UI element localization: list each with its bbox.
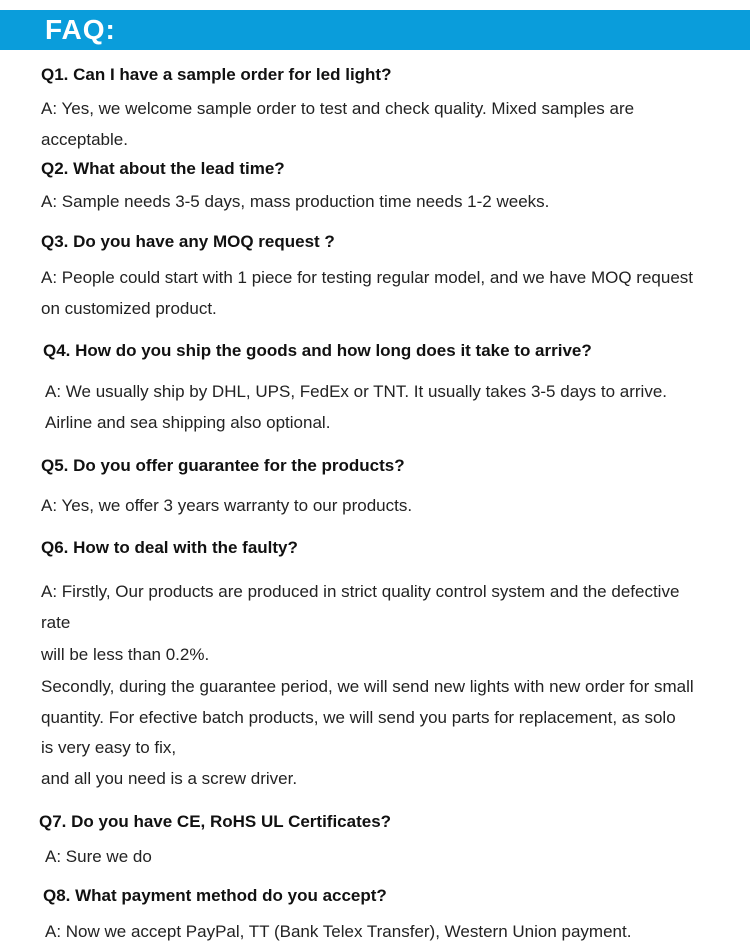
faq-answer-3-line-2: on customized product. — [41, 299, 217, 318]
faq-answer-6-line-7: and all you need is a screw driver. — [41, 769, 298, 788]
faq-question-5: Q5. Do you offer guarantee for the products? — [41, 456, 405, 475]
faq-answer-6-line-6: is very easy to fix, — [41, 738, 177, 757]
faq-question-1: Q1. Can I have a sample order for led light? — [41, 65, 392, 84]
faq-answer-7-line-1: A: Sure we do — [45, 847, 152, 866]
faq-question-7: Q7. Do you have CE, RoHS UL Certificates? — [39, 812, 392, 831]
faq-answer-1-line-1: A: Yes, we welcome sample order to test and check quality. Mixed samples are — [41, 99, 635, 118]
faq-answer-4-line-1: A: We usually ship by DHL, UPS, FedEx or TNT. It usually takes 3-5 days to arrive. — [45, 382, 668, 401]
faq-question-8: Q8. What payment method do you accept? — [43, 886, 387, 905]
faq-answer-4-line-2: Airline and sea shipping also optional. — [45, 413, 331, 432]
faq-answer-3-line-1: A: People could start with 1 piece for testing regular model, and we have MOQ request — [41, 268, 694, 287]
faq-header-banner — [0, 10, 750, 50]
faq-answer-6-line-1: A: Firstly, Our products are produced in strict quality control system and the defective — [41, 582, 680, 601]
faq-answer-6-line-4: Secondly, during the guarantee period, we will send new lights with new order for small — [41, 677, 694, 696]
faq-answer-8-line-1: A: Now we accept PayPal, TT (Bank Telex Transfer), Western Union payment. — [45, 922, 632, 941]
faq-question-6: Q6. How to deal with the faulty? — [41, 538, 298, 557]
faq-answer-2-line-1: A: Sample needs 3-5 days, mass production time needs 1-2 weeks. — [41, 192, 550, 211]
faq-answer-5-line-1: A: Yes, we offer 3 years warranty to our products. — [41, 496, 413, 515]
faq-answer-6-line-3: will be less than 0.2%. — [41, 645, 210, 664]
faq-question-4: Q4. How do you ship the goods and how long does it take to arrive? — [43, 341, 592, 360]
faq-answer-6-line-5: quantity. For efective batch products, we will send you parts for replacement, as solo — [41, 708, 676, 727]
page-title: FAQ: — [45, 14, 116, 45]
faq-question-2: Q2. What about the lead time? — [41, 159, 285, 178]
faq-answer-6-line-2: rate — [41, 613, 71, 632]
faq-question-3: Q3. Do you have any MOQ request ? — [41, 232, 335, 251]
faq-answer-1-line-2: acceptable. — [41, 130, 128, 149]
